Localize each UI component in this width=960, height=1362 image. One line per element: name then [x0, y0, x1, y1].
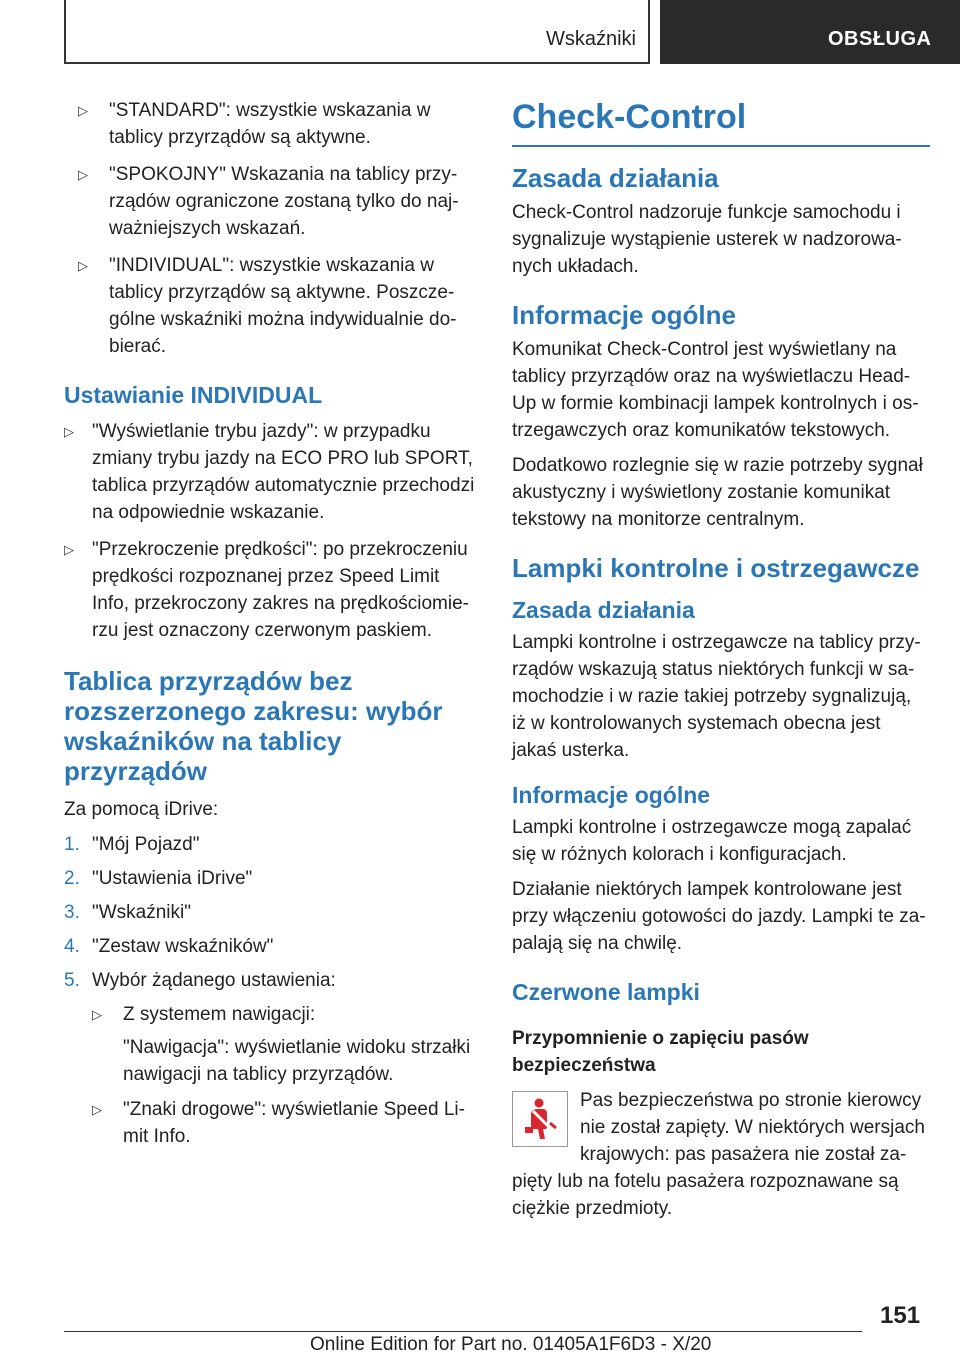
right-column — [512, 97, 930, 1230]
numbered-step — [64, 967, 480, 994]
numbered-step — [64, 831, 480, 858]
heading-lampki-kontrolne: Lampki kontrolne i ostrzegawcze — [512, 553, 920, 583]
heading-zasada-dzialania-2: Zasada działania — [512, 597, 695, 623]
paragraph: Lampki kontrolne i ostrzegawcze na tablicy przy-rządów wskazują status niektórych funkcji w sa-mochodzie i w razie takiej potrzeby sygnalizują, iż w kontrolowanych systemach obecna jest jakaś usterka. — [512, 632, 921, 761]
footer-edition: Online Edition for Part no. 01405A1F6D3 - X/20 — [310, 1334, 712, 1355]
seatbelt-warning-icon — [512, 1091, 568, 1147]
seatbelt-warning-block — [512, 1087, 930, 1168]
step-text: "Zestaw wskaźników" — [92, 936, 274, 957]
header-chapter-title: OBSŁUGA — [828, 28, 932, 50]
heading-zasada-dzialania: Zasada działania — [512, 163, 719, 193]
paragraph: Działanie niektórych lampek kontrolowane jest przy włączeniu gotowości do jazdy. Lampki te za-palają się na chwilę. — [512, 879, 926, 954]
paragraph: Check-Control nadzoruje funkcje samochodu i sygnalizuje wystąpienie usterek w nadzorowa-nych układach. — [512, 202, 902, 277]
step-text: "Mój Pojazd" — [92, 834, 200, 855]
step-number: 5. — [64, 970, 80, 991]
numbered-step — [64, 865, 480, 892]
bullet-item: ▷ "STANDARD": wszystkie wskazania w tablicy przyrządów są aktywne. — [64, 97, 480, 151]
heading-przypomnienie-pasy: Przypomnienie o zapięciu pasów bezpieczeństwa — [512, 1028, 809, 1076]
left-column — [64, 97, 480, 1160]
step-number: 4. — [64, 936, 80, 957]
step-text: "Wskaźniki" — [92, 902, 191, 923]
page-number: 151 — [880, 1302, 921, 1329]
step-text: "Ustawienia iDrive" — [92, 868, 253, 889]
paragraph: Dodatkowo rozlegnie się w razie potrzeby sygnał akustyczny i wyświetlony zostanie komunikat tekstowy na monitorze centralnym. — [512, 455, 923, 530]
bullet-item: ▷ "Przekroczenie prędkości": po przekroczeniu prędkości rozpoznanej przez Speed Limit Info, przekroczony zakres na prędkościomie-rzu jest oznaczony czerwonym paskiem. — [64, 536, 480, 644]
numbered-step — [64, 933, 480, 960]
header-section-box — [64, 0, 650, 64]
seatbelt-warning-text-continued: pięty lub na fotelu pasażera rozpoznawane są ciężkie przedmioty. — [512, 1171, 899, 1219]
step-number: 1. — [64, 834, 80, 855]
heading-tablica-przyrzadow: Tablica przyrządów bez rozszerzonego zakresu: wybór wskaźników na tablicy przyrządów — [64, 666, 443, 786]
paragraph: Lampki kontrolne i ostrzegawcze mogą zapalać się w różnych kolorach i konfiguracjach. — [512, 817, 912, 865]
bullet-item: ▷ "SPOKOJNY" Wskazania na tablicy przy-rządów ograniczone zostaną tylko do naj-ważniejszych wskazań. — [64, 161, 480, 242]
heading-ustawianie-individual: Ustawianie INDIVIDUAL — [64, 382, 323, 408]
footer-divider — [64, 1331, 862, 1332]
step-number: 2. — [64, 868, 80, 889]
heading-informacje-ogolne: Informacje ogólne — [512, 300, 736, 330]
seatbelt-warning-text: Pas bezpieczeństwa po stronie kierowcy nie został zapięty. W niektórych wersjach krajowych: pas pasażera nie został za- — [580, 1090, 925, 1165]
heading-check-control: Check-Control — [512, 97, 930, 147]
step-number: 3. — [64, 902, 80, 923]
heading-informacje-ogolne-2: Informacje ogólne — [512, 782, 711, 808]
sub-bullet-detail: "Nawigacja": wyświetlanie widoku strzałki nawigacji na tablicy przyrządów. — [123, 1037, 471, 1085]
sub-list — [92, 1001, 480, 1150]
sub-bullet-item: ▷ "Znaki drogowe": wyświetlanie Speed Li-mit Info. — [92, 1096, 480, 1150]
triangle-bullet-icon: ▷ — [92, 1102, 102, 1117]
triangle-bullet-icon: ▷ — [78, 258, 88, 273]
step-text: Wybór żądanego ustawienia: — [92, 970, 336, 991]
triangle-bullet-icon: ▷ — [78, 103, 88, 118]
triangle-bullet-icon: ▷ — [64, 542, 74, 557]
triangle-bullet-icon: ▷ — [64, 424, 74, 439]
numbered-step — [64, 899, 480, 926]
header-chapter-tab — [660, 0, 960, 64]
bullet-item: ▷ "INDIVIDUAL": wszystkie wskazania w tablicy przyrządów są aktywne. Poszcze-gólne wskaźniki można indywidualnie do-bierać. — [64, 252, 480, 360]
heading-czerwone-lampki: Czerwone lampki — [512, 979, 700, 1005]
header-section-title: Wskaźniki — [545, 28, 636, 50]
bullet-item: ▷ "Wyświetlanie trybu jazdy": w przypadku zmiany trybu jazdy na ECO PRO lub SPORT, tablica przyrządów automatycznie przechodzi na odpowiednie wskazanie. — [64, 418, 480, 526]
triangle-bullet-icon: ▷ — [78, 167, 88, 182]
triangle-bullet-icon: ▷ — [92, 1007, 102, 1022]
sub-bullet-item: ▷ Z systemem nawigacji: — [92, 1001, 480, 1028]
paragraph: Komunikat Check-Control jest wyświetlany na tablicy przyrządów oraz na wyświetlaczu Head-Up w formie kombinacji lampek kontrolnych i os-trzegawczych oraz komunikatów tekstowych. — [512, 339, 919, 441]
intro-text: Za pomocą iDrive: — [64, 799, 219, 820]
